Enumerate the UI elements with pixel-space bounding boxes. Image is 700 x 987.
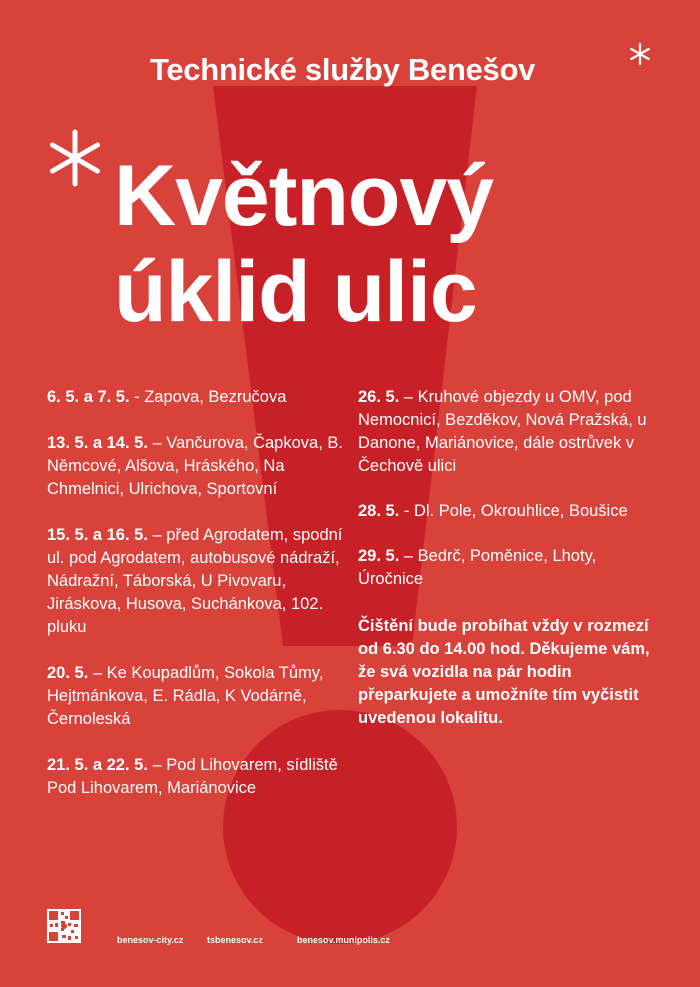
- footer-link-benesov-city[interactable]: benesov-city.cz: [117, 935, 184, 945]
- schedule-streets: – Pod Lihovarem, sídliště Pod Lihovarem, Mariánovice: [47, 756, 338, 797]
- schedule-entry: [47, 386, 352, 409]
- schedule-date: 26. 5.: [358, 388, 400, 406]
- schedule-entry: [47, 754, 352, 800]
- small-star-icon: [628, 42, 652, 66]
- schedule-date: 13. 5. a 14. 5.: [47, 434, 148, 452]
- schedule-streets: - Zapova, Bezručova: [129, 388, 287, 406]
- schedule-entry: [47, 432, 352, 501]
- schedule-streets: – Vančurova, Čapkova, B. Němcové, Alšova, Hráského, Na Chmelnici, Ulrichova, Sportovní: [47, 434, 343, 498]
- footer-link-munipolis[interactable]: benesov.munipolis.cz: [297, 935, 390, 945]
- schedule-streets: – Kruhové objezdy u OMV, pod Nemocnicí, Bezděkov, Nová Pražská, u Danone, Mariánovice, dále ostrůvek v Čechově ulici: [358, 388, 647, 475]
- schedule-date: 29. 5.: [358, 547, 400, 565]
- schedule-entry: [47, 662, 352, 731]
- schedule-date: 20. 5.: [47, 664, 89, 682]
- schedule-date: 6. 5. a 7. 5.: [47, 388, 130, 406]
- schedule-date: 21. 5. a 22. 5.: [47, 756, 148, 774]
- organization-name: Technické služby Benešov: [150, 52, 536, 87]
- schedule-entry: [358, 386, 658, 478]
- footer-link-tsbenesov[interactable]: tsbenesov.cz: [207, 935, 263, 945]
- schedule-entry: [47, 524, 352, 639]
- schedule-entry: [358, 500, 658, 523]
- headline-line-2: úklid ulic: [114, 244, 477, 340]
- schedule-date: 28. 5.: [358, 502, 400, 520]
- schedule-streets: - Dl. Pole, Okrouhlice, Boušice: [399, 502, 628, 520]
- schedule-left-column: [47, 386, 352, 823]
- schedule-date: 15. 5. a 16. 5.: [47, 526, 148, 544]
- headline-line-1: Květnový: [114, 148, 494, 244]
- schedule-right-column: [358, 386, 658, 730]
- schedule-entry: [358, 545, 658, 591]
- schedule-streets: – Bedrč, Poměnice, Lhoty, Úročnice: [358, 547, 597, 588]
- headline: [114, 148, 493, 340]
- schedule-streets: – před Agrodatem, spodní ul. pod Agrodatem, autobusové nádraží, Nádražní, Táborská, U Pivovaru, Jiráskova, Husova, Suchánkova, 102. pluku: [47, 526, 343, 636]
- qr-center-logo: [61, 923, 67, 929]
- large-star-icon: [45, 128, 105, 188]
- qr-code: [47, 909, 81, 943]
- schedule-streets: – Ke Koupadlům, Sokola Tůmy, Hejtmánkova, E. Rádla, K Vodárně, Černoleská: [47, 664, 324, 728]
- cleaning-notice: Čištění bude probíhat vždy v rozmezí od 6.30 do 14.00 hod. Děkujeme vám, že svá vozidla na pár hodin přeparkujete a umožníte tím vyčistit uvedenou lokalitu.: [358, 617, 650, 727]
